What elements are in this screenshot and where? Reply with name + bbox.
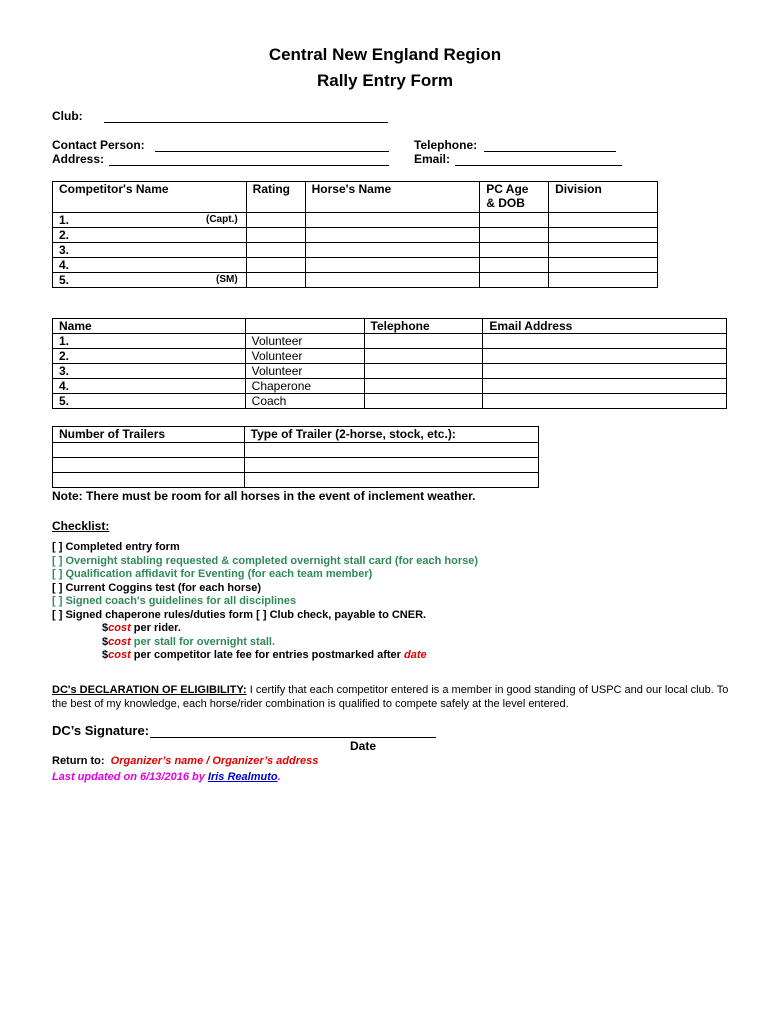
division-cell[interactable]	[549, 258, 658, 273]
rating-cell[interactable]	[246, 243, 305, 258]
pc-age-cell[interactable]	[480, 228, 549, 243]
horse-name-cell[interactable]	[305, 258, 480, 273]
contact-person-field[interactable]	[155, 138, 389, 152]
form-subtitle: Rally Entry Form	[316, 71, 454, 90]
address-field[interactable]	[109, 152, 389, 166]
division-cell[interactable]	[549, 213, 658, 228]
rating-cell[interactable]	[246, 273, 305, 288]
declaration-heading: DC's DECLARATION OF ELIGIBILITY:	[52, 684, 247, 696]
name-cell[interactable]	[53, 364, 246, 379]
updated-suffix: .	[277, 771, 281, 783]
rating-cell[interactable]	[246, 258, 305, 273]
email-cell[interactable]	[483, 334, 727, 349]
table-row	[53, 258, 658, 273]
checklist-item[interactable]: [ ] Qualification affidavit for Eventing (for each team member)	[52, 568, 373, 580]
table-row	[53, 364, 727, 379]
cost-placeholder: cost	[108, 622, 131, 634]
horse-name-cell[interactable]	[305, 228, 480, 243]
name-cell[interactable]	[53, 334, 246, 349]
role-cell: Volunteer	[245, 349, 364, 364]
telephone-cell[interactable]	[364, 394, 483, 409]
pc-age-cell[interactable]	[480, 258, 549, 273]
weather-note: Note: There must be room for all horses in the event of inclement weather.	[52, 489, 476, 503]
name-cell[interactable]	[53, 379, 246, 394]
checklist-item[interactable]: [ ] Signed coach's guidelines for all disciplines	[52, 595, 297, 607]
rating-cell[interactable]	[246, 213, 305, 228]
trailer-type-cell[interactable]	[244, 473, 538, 488]
header-division: Division	[549, 182, 658, 213]
header-rating: Rating	[246, 182, 305, 213]
role-cell: Coach	[245, 394, 364, 409]
table-row	[53, 379, 727, 394]
row-number: 4.	[59, 258, 70, 272]
horse-name-cell[interactable]	[305, 243, 480, 258]
checklist-item[interactable]: [ ] Current Coggins test (for each horse)	[52, 581, 262, 594]
competitor-name-cell[interactable]	[53, 258, 247, 273]
row-number: 5.	[59, 273, 70, 287]
role-cell: Volunteer	[245, 334, 364, 349]
dollar-sign: $	[102, 649, 109, 661]
trailer-count-cell[interactable]	[53, 458, 245, 473]
pc-age-cell[interactable]	[480, 273, 549, 288]
checklist-item[interactable]: [ ] Overnight stabling requested & completed overnight stall card (for each horse)	[52, 554, 479, 567]
row-number: 1.	[59, 334, 70, 348]
signature-label: DC’s Signature:	[52, 723, 150, 738]
checklist	[52, 541, 478, 663]
checklist-heading: Checklist:	[52, 519, 110, 533]
header-competitor-name: Competitor's Name	[53, 182, 247, 213]
row-number: 3.	[59, 243, 70, 257]
fee-rider	[52, 622, 478, 636]
sm-note: (SM)	[215, 274, 238, 285]
email-field[interactable]	[455, 152, 622, 166]
horse-name-cell[interactable]	[305, 273, 480, 288]
name-cell[interactable]	[53, 349, 246, 364]
captain-note: (Capt.)	[205, 214, 238, 225]
header-email-address: Email Address	[483, 319, 727, 334]
header-horse-name: Horse's Name	[305, 182, 480, 213]
row-number: 1.	[59, 213, 70, 227]
checklist-item[interactable]: [ ] Completed entry form	[52, 541, 180, 553]
row-number: 5.	[59, 394, 70, 408]
table-row	[53, 273, 658, 288]
competitor-table	[52, 181, 658, 288]
header-pc-age: PC Age & DOB	[480, 182, 549, 213]
return-to-label: Return to:	[52, 755, 105, 767]
cost-placeholder: cost	[108, 635, 131, 648]
row-number: 2.	[59, 349, 70, 363]
role-cell: Chaperone	[245, 379, 364, 394]
volunteer-table	[52, 318, 727, 409]
return-to	[52, 755, 318, 767]
telephone-cell[interactable]	[364, 364, 483, 379]
header-number-of-trailers: Number of Trailers	[53, 427, 245, 443]
declaration	[52, 683, 732, 711]
declaration-text: I certify that each competitor entered is a member in good standing of USPC and our local club. To the best of my knowledge, each horse/rider combination is qualified to compete safely at the level entered.	[52, 684, 729, 710]
fee-text: per stall for overnight stall.	[130, 635, 276, 648]
horse-name-cell[interactable]	[305, 213, 480, 228]
signature-field[interactable]	[150, 724, 436, 738]
telephone-label: Telephone:	[414, 138, 478, 152]
competitor-name-cell[interactable]	[53, 228, 247, 243]
header-role	[245, 319, 364, 334]
cost-placeholder: cost	[108, 649, 131, 661]
row-number: 3.	[59, 364, 70, 378]
table-row	[53, 394, 727, 409]
dollar-sign: $	[102, 635, 109, 648]
table-row	[53, 458, 539, 473]
trailer-count-cell[interactable]	[53, 443, 245, 458]
trailer-type-cell[interactable]	[244, 458, 538, 473]
table-row	[53, 334, 727, 349]
club-field[interactable]	[104, 109, 388, 123]
address-label: Address:	[52, 152, 105, 166]
trailer-type-cell[interactable]	[244, 443, 538, 458]
checklist-item[interactable]: [ ] Signed chaperone rules/duties form [ ] Club check, payable to CNER.	[52, 608, 427, 621]
club-label: Club:	[52, 109, 83, 123]
header-telephone: Telephone	[364, 319, 483, 334]
form-title: Central New England Region	[268, 45, 502, 64]
email-cell[interactable]	[483, 364, 727, 379]
pc-age-cell[interactable]	[480, 213, 549, 228]
table-row	[53, 443, 539, 458]
trailer-count-cell[interactable]	[53, 473, 245, 488]
fee-stall	[52, 636, 478, 650]
table-row	[53, 473, 539, 488]
competitor-name-cell[interactable]	[53, 273, 247, 288]
email-cell[interactable]	[483, 349, 727, 364]
table-row	[53, 349, 727, 364]
date-label: Date	[350, 739, 377, 753]
header-name: Name	[53, 319, 246, 334]
division-cell[interactable]	[549, 228, 658, 243]
name-cell[interactable]	[53, 394, 246, 409]
trailer-table	[52, 426, 539, 488]
fee-text: per rider.	[130, 622, 181, 634]
email-label: Email:	[414, 152, 451, 166]
contact-person-label: Contact Person:	[52, 138, 145, 152]
organizer-placeholder: Organizer’s name / Organizer’s address	[110, 755, 319, 767]
role-cell: Volunteer	[245, 364, 364, 379]
rating-cell[interactable]	[246, 228, 305, 243]
telephone-field[interactable]	[484, 138, 616, 152]
table-row	[53, 243, 658, 258]
telephone-cell[interactable]	[364, 349, 483, 364]
header-type-of-trailer: Type of Trailer (2-horse, stock, etc.):	[244, 427, 538, 443]
pc-age-cell[interactable]	[480, 243, 549, 258]
division-cell[interactable]	[549, 243, 658, 258]
table-row	[53, 213, 658, 228]
telephone-cell[interactable]	[364, 379, 483, 394]
table-row	[53, 228, 658, 243]
competitor-name-cell[interactable]	[53, 243, 247, 258]
telephone-cell[interactable]	[364, 334, 483, 349]
division-cell[interactable]	[549, 273, 658, 288]
email-cell[interactable]	[483, 379, 727, 394]
row-number: 4.	[59, 379, 70, 393]
email-cell[interactable]	[483, 394, 727, 409]
dollar-sign: $	[102, 622, 109, 634]
author-link[interactable]: Iris Realmuto	[207, 771, 278, 783]
row-number: 2.	[59, 228, 70, 242]
date-placeholder: date	[404, 649, 427, 661]
fee-late	[52, 649, 478, 663]
last-updated	[52, 771, 281, 783]
competitor-name-cell[interactable]	[53, 213, 247, 228]
fee-text: per competitor late fee for entries postmarked after	[130, 649, 404, 661]
updated-prefix: Last updated on 6/13/2016 by	[52, 771, 208, 783]
